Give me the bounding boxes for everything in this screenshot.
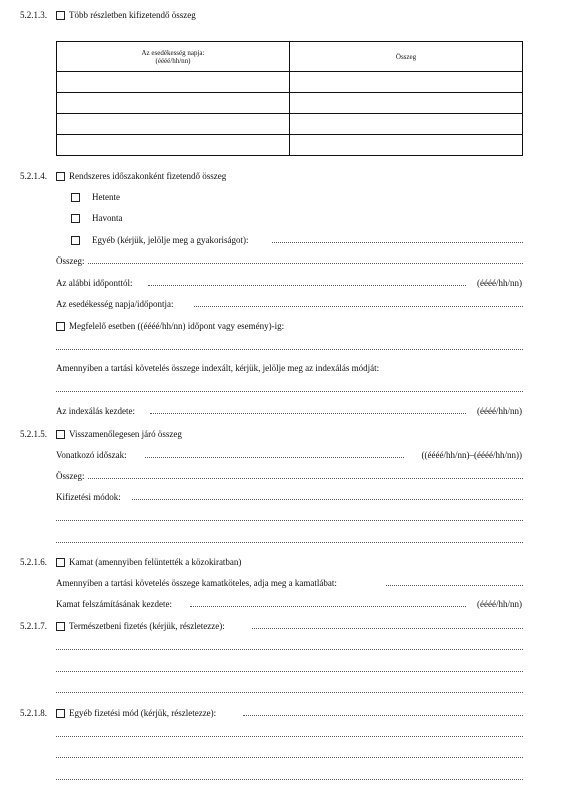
due-date-cell[interactable] [57,114,290,135]
payment-methods-field-2[interactable] [56,520,523,521]
due-date-cell[interactable] [57,72,290,93]
in-kind-field-2[interactable] [56,649,523,650]
retro-amount-label: Összeg: [56,471,85,481]
until-field[interactable] [56,349,523,350]
monthly-checkbox[interactable] [71,214,80,223]
section-5217-label: Természetbeni fizetés (kérjük, részletezze): [69,621,225,631]
section-5218-label: Egyéb fizetési mód (kérjük, részletezze): [69,708,217,718]
monthly-label: Havonta [92,213,123,223]
interest-start-unit: (éééé/hh/nn) [477,599,522,609]
interest-start-field[interactable] [190,606,466,607]
section-5214-label: Rendszeres időszakonként fizetendő összeg [69,171,227,181]
section-5213-number: 5.2.1.3. [20,10,47,20]
periodic-checkbox[interactable] [56,172,65,181]
due-date-cell[interactable] [57,93,290,114]
index-start-label: Az indexálás kezdete: [56,406,135,416]
from-date-label: Az alábbi időponttól: [56,278,133,288]
table-row [57,93,523,114]
until-label: Megfelelő esetben ((éééé/hh/nn) időpont vagy esemény)-ig: [69,321,285,331]
in-kind-field[interactable] [252,628,523,629]
from-date-field[interactable] [148,285,466,286]
section-5216-number: 5.2.1.6. [20,557,47,567]
until-checkbox[interactable] [56,322,65,331]
table-row [57,114,523,135]
from-date-unit: (éééé/hh/nn) [477,278,522,288]
amount-field[interactable] [88,263,523,264]
other-payment-field-3[interactable] [56,757,523,758]
interest-checkbox[interactable] [56,558,65,567]
section-5217-number: 5.2.1.7. [20,621,47,631]
other-payment-field-4[interactable] [56,779,523,780]
amount-cell[interactable] [290,93,523,114]
due-date-cell[interactable] [57,135,290,156]
section-5215-label: Visszamenőlegesen járó összeg [69,429,182,439]
installments-table [56,41,523,156]
other-payment-checkbox[interactable] [56,709,65,718]
other-frequency-label: Egyéb (kérjük, jelölje meg a gyakoriságot): [92,235,249,245]
other-payment-field[interactable] [243,715,523,716]
due-date-label: Az esedékesség napja/időpontja: [56,299,174,309]
interest-rate-field[interactable] [386,585,523,586]
retro-amount-field[interactable] [88,478,523,479]
section-5214-number: 5.2.1.4. [20,171,47,181]
section-5218-number: 5.2.1.8. [20,708,47,718]
indexation-label: Amennyiben a tartási követelés összege indexált, kérjük, jelölje meg az indexálás módját: [56,363,380,373]
section-5213-label: Több részletben kifizetendő összeg [69,10,196,20]
interest-rate-label: Amennyiben a tartási követelés összege kamatköteles, adja meg a kamatlábat: [56,578,337,588]
amount-cell[interactable] [290,72,523,93]
amount-cell[interactable] [290,135,523,156]
due-date-field[interactable] [194,306,523,307]
payment-methods-label: Kifizetési módok: [56,492,121,502]
amount-cell[interactable] [290,114,523,135]
due-date-header-line1: Az esedékesség napja: [141,48,205,57]
due-date-header-line2: (éééé/hh/nn) [155,56,191,65]
interest-start-label: Kamat felszámításának kezdete: [56,599,172,609]
amount-column-header: Összeg [290,42,523,72]
table-row [57,72,523,93]
periods-label: Vonatkozó időszak: [56,450,127,460]
table-row [57,135,523,156]
retroactive-checkbox[interactable] [56,430,65,439]
section-5216-label: Kamat (amennyiben felüntették a közokiratban) [69,557,242,567]
weekly-label: Hetente [92,192,120,202]
in-kind-field-4[interactable] [56,692,523,693]
amount-label: Összeg: [56,256,85,266]
due-date-column-header [57,42,290,72]
payment-methods-field-3[interactable] [56,542,523,543]
other-frequency-checkbox[interactable] [71,236,80,245]
index-start-unit: (éééé/hh/nn) [477,406,522,416]
periods-field[interactable] [145,457,404,458]
index-start-field[interactable] [150,413,466,414]
section-5215-number: 5.2.1.5. [20,429,47,439]
payment-methods-field[interactable] [132,499,523,500]
installments-checkbox[interactable] [56,11,65,20]
weekly-checkbox[interactable] [71,193,80,202]
periods-unit: ((éééé/hh/nn)–(éééé/hh/nn)) [421,450,522,460]
in-kind-field-3[interactable] [56,671,523,672]
other-payment-field-2[interactable] [56,736,523,737]
in-kind-checkbox[interactable] [56,622,65,631]
other-frequency-field[interactable] [272,242,523,243]
indexation-field[interactable] [56,391,523,392]
